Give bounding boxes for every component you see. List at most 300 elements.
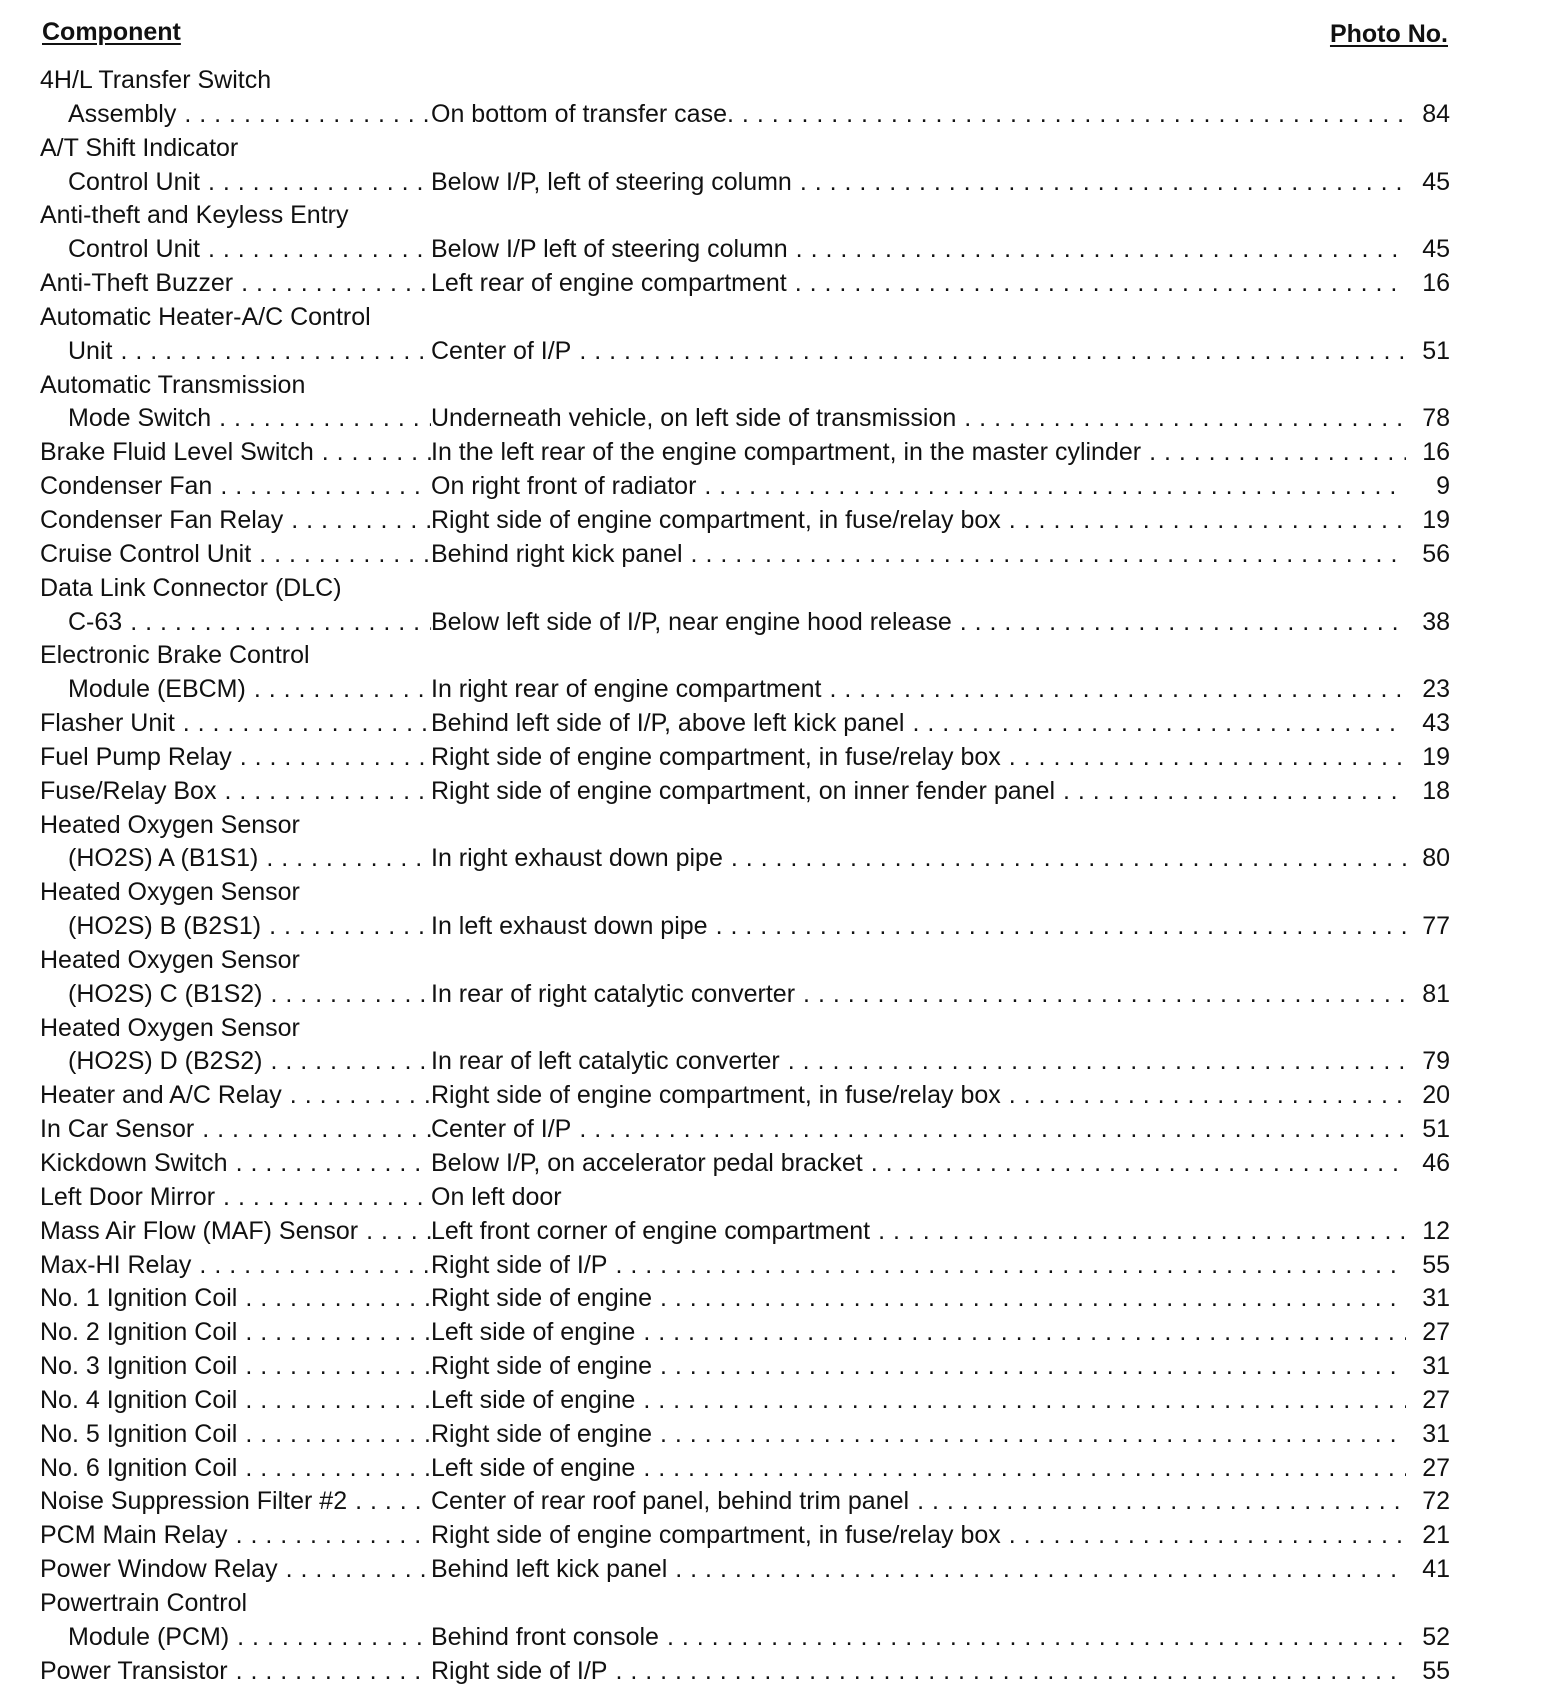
dot-leader	[683, 538, 1406, 572]
table-row	[40, 978, 1450, 1012]
dot-leader	[863, 1147, 1406, 1181]
location-cell	[431, 267, 1406, 301]
table-row	[40, 572, 1450, 606]
component-cell	[40, 1012, 431, 1046]
component-cell	[40, 504, 431, 538]
dot-leader	[571, 335, 1406, 369]
component-name: C-63	[68, 607, 123, 636]
location-cell	[431, 1655, 1406, 1689]
location-cell	[431, 1181, 1406, 1215]
dot-leader	[1001, 741, 1406, 775]
table-row	[40, 1553, 1450, 1587]
dot-leader	[909, 1485, 1406, 1519]
component-cell	[40, 1181, 431, 1215]
photo-number: 51	[1422, 1115, 1450, 1144]
location-cell	[431, 606, 1406, 640]
location-text: Right side of engine compartment, in fuse/relay box	[431, 742, 1001, 771]
component-name: Power Window Relay	[40, 1555, 278, 1584]
component-name: Anti-Theft Buzzer	[40, 269, 234, 298]
dot-leader	[571, 1113, 1406, 1147]
component-name: No. 4 Ignition Coil	[40, 1385, 238, 1414]
component-cell	[40, 1249, 431, 1283]
location-text: Below I/P, left of steering column	[431, 167, 792, 196]
table-row	[40, 1181, 1450, 1215]
component-name: Condenser Fan	[40, 472, 213, 501]
location-cell	[431, 470, 1406, 504]
dot-leader	[667, 1553, 1406, 1587]
location-text: Right side of engine compartment, in fuse/relay box	[431, 1081, 1001, 1110]
location-cell	[431, 1553, 1406, 1587]
component-cell	[40, 166, 431, 200]
location-cell	[431, 842, 1406, 876]
location-cell	[431, 1113, 1406, 1147]
component-name: Heated Oxygen Sensor	[40, 1013, 300, 1042]
component-cell	[40, 910, 431, 944]
location-cell	[431, 538, 1406, 572]
component-name: (HO2S) B (B2S1)	[68, 912, 262, 941]
photo-number: 51	[1422, 336, 1450, 365]
component-name: Fuse/Relay Box	[40, 776, 217, 805]
photo-number: 77	[1422, 912, 1450, 941]
table-row	[40, 1655, 1450, 1689]
photo-number: 21	[1422, 1521, 1450, 1550]
location-text: Behind front console	[431, 1622, 659, 1651]
component-name: Condenser Fan Relay	[40, 505, 284, 534]
table-row	[40, 1147, 1450, 1181]
dot-leader	[904, 707, 1406, 741]
location-cell	[431, 1045, 1406, 1079]
location-text: Right side of I/P	[431, 1656, 608, 1685]
table-row	[40, 1215, 1450, 1249]
component-name: Module (PCM)	[68, 1622, 230, 1651]
table-row	[40, 1485, 1450, 1519]
dot-leader	[228, 1147, 431, 1181]
photo-number: 45	[1422, 167, 1450, 196]
component-cell	[40, 1215, 431, 1249]
dot-leader	[112, 335, 431, 369]
component-cell	[40, 572, 431, 606]
component-cell	[40, 944, 431, 978]
dot-leader	[215, 1181, 431, 1215]
dot-leader	[237, 1282, 431, 1316]
location-cell	[431, 1519, 1406, 1553]
component-cell	[40, 1452, 431, 1486]
table-row	[40, 132, 1450, 166]
dot-leader	[1055, 775, 1406, 809]
table-row	[40, 402, 1450, 436]
dot-leader	[237, 1316, 431, 1350]
photo-number: 79	[1422, 1047, 1450, 1076]
location-cell	[431, 707, 1406, 741]
dot-leader	[792, 166, 1406, 200]
table-row	[40, 944, 1450, 978]
table-row	[40, 166, 1450, 200]
location-cell	[431, 1215, 1406, 1249]
component-name: (HO2S) A (B1S1)	[68, 844, 259, 873]
dot-leader	[635, 1452, 1406, 1486]
location-text: Right side of engine	[431, 1284, 652, 1313]
location-text: Below I/P left of steering column	[431, 235, 788, 264]
dot-leader	[211, 402, 431, 436]
dot-leader	[795, 978, 1406, 1012]
dot-leader	[1141, 436, 1406, 470]
location-cell	[431, 741, 1406, 775]
table-row	[40, 233, 1450, 267]
dot-leader	[635, 1316, 1406, 1350]
component-cell	[40, 538, 431, 572]
dot-leader	[659, 1621, 1406, 1655]
component-name: Control Unit	[68, 167, 200, 196]
component-name: No. 3 Ignition Coil	[40, 1352, 238, 1381]
table-row	[40, 842, 1450, 876]
location-text: Left front corner of engine compartment	[431, 1216, 871, 1245]
table-row	[40, 1350, 1450, 1384]
component-name: 4H/L Transfer Switch	[40, 66, 272, 94]
location-text: Behind left kick panel	[431, 1555, 668, 1584]
photo-number: 55	[1422, 1656, 1450, 1685]
dot-leader	[607, 1249, 1406, 1283]
location-cell	[431, 1621, 1406, 1655]
photo-number: 45	[1422, 235, 1450, 264]
table-row	[40, 1079, 1450, 1113]
component-name: Brake Fluid Level Switch	[40, 438, 314, 467]
component-cell	[40, 639, 431, 673]
table-header	[40, 18, 1450, 64]
location-text: Left rear of engine compartment	[431, 269, 787, 298]
dot-leader	[122, 606, 431, 640]
component-cell	[40, 1282, 431, 1316]
component-cell	[40, 1147, 431, 1181]
dot-leader	[1001, 1519, 1406, 1553]
component-name: Heated Oxygen Sensor	[40, 810, 300, 839]
table-row	[40, 335, 1450, 369]
dot-leader	[216, 775, 431, 809]
component-name: Cruise Control Unit	[40, 539, 252, 568]
component-cell	[40, 470, 431, 504]
dot-leader	[314, 436, 431, 470]
location-cell	[431, 98, 1406, 132]
photo-number: 18	[1422, 776, 1450, 805]
table-row	[40, 639, 1450, 673]
location-text: Left side of engine	[431, 1318, 636, 1347]
component-name: No. 2 Ignition Coil	[40, 1318, 238, 1347]
location-text: On left door	[431, 1182, 562, 1211]
dot-leader	[607, 1655, 1406, 1689]
dot-leader	[788, 233, 1406, 267]
table-row	[40, 673, 1450, 707]
photo-number: 31	[1422, 1284, 1450, 1313]
component-cell	[40, 978, 431, 1012]
location-text: Right side of engine	[431, 1352, 652, 1381]
location-cell	[431, 910, 1406, 944]
dot-leader	[780, 1045, 1406, 1079]
location-text: Behind right kick panel	[431, 539, 683, 568]
component-name: In Car Sensor	[40, 1115, 195, 1144]
photo-number: 43	[1422, 709, 1450, 738]
table-row	[40, 1587, 1450, 1621]
table-row	[40, 1113, 1450, 1147]
component-cell	[40, 809, 431, 843]
table-row	[40, 606, 1450, 640]
location-cell	[431, 1316, 1406, 1350]
photo-number: 52	[1422, 1622, 1450, 1651]
location-cell	[431, 1418, 1406, 1452]
table-row	[40, 1621, 1450, 1655]
component-cell	[40, 436, 431, 470]
location-cell	[431, 673, 1406, 707]
dot-leader	[194, 1113, 431, 1147]
component-name: Powertrain Control	[40, 1588, 248, 1617]
location-cell	[431, 1485, 1406, 1519]
component-name: Module (EBCM)	[68, 675, 246, 704]
dot-leader	[358, 1215, 431, 1249]
component-cell	[40, 98, 431, 132]
component-cell	[40, 301, 431, 335]
dot-leader	[956, 402, 1406, 436]
dot-leader	[1001, 504, 1406, 538]
component-cell	[40, 369, 431, 403]
dot-leader	[228, 1655, 431, 1689]
dot-leader	[708, 910, 1406, 944]
component-name: Control Unit	[68, 235, 200, 264]
dot-leader	[870, 1215, 1406, 1249]
component-cell	[40, 1316, 431, 1350]
component-cell	[40, 741, 431, 775]
component-list	[40, 64, 1450, 1689]
component-name: Automatic Transmission	[40, 370, 306, 399]
table-row	[40, 809, 1450, 843]
table-row	[40, 538, 1450, 572]
component-name: (HO2S) C (B1S2)	[68, 979, 263, 1008]
location-text: In the left rear of the engine compartment, in the master cylinder	[431, 438, 1142, 467]
photo-number: 84	[1422, 99, 1450, 128]
dot-leader	[652, 1350, 1406, 1384]
dot-leader	[347, 1485, 431, 1519]
location-cell	[431, 978, 1406, 1012]
location-cell	[431, 436, 1406, 470]
dot-leader	[696, 470, 1406, 504]
location-text: In right exhaust down pipe	[431, 844, 723, 873]
photo-number: 78	[1422, 404, 1450, 433]
photo-number: 56	[1422, 539, 1450, 568]
component-cell	[40, 1418, 431, 1452]
photo-number: 31	[1422, 1352, 1450, 1381]
location-text: Center of I/P	[431, 336, 572, 365]
table-row	[40, 504, 1450, 538]
component-cell	[40, 402, 431, 436]
dot-leader	[237, 1452, 431, 1486]
photo-number: 38	[1422, 607, 1450, 636]
location-text: Right side of engine	[431, 1419, 652, 1448]
component-name: Left Door Mirror	[40, 1182, 216, 1211]
location-cell	[431, 1282, 1406, 1316]
table-row	[40, 98, 1450, 132]
dot-leader	[787, 267, 1406, 301]
component-cell	[40, 707, 431, 741]
table-row	[40, 707, 1450, 741]
dot-leader	[262, 978, 431, 1012]
component-cell	[40, 1621, 431, 1655]
table-row	[40, 267, 1450, 301]
dot-leader	[723, 842, 1406, 876]
table-row	[40, 741, 1450, 775]
table-row	[40, 301, 1450, 335]
component-name: Heater and A/C Relay	[40, 1081, 282, 1110]
location-text: Left side of engine	[431, 1453, 636, 1482]
component-cell	[40, 1384, 431, 1418]
component-name: (HO2S) D (B2S2)	[68, 1047, 263, 1076]
table-row	[40, 1282, 1450, 1316]
table-row	[40, 1418, 1450, 1452]
component-cell	[40, 1079, 431, 1113]
component-name: No. 1 Ignition Coil	[40, 1284, 238, 1313]
table-row	[40, 369, 1450, 403]
component-name: Automatic Heater-A/C Control	[40, 302, 371, 331]
component-cell	[40, 1113, 431, 1147]
table-row	[40, 910, 1450, 944]
component-name: Unit	[68, 336, 113, 365]
dot-leader	[200, 166, 431, 200]
component-cell	[40, 1553, 431, 1587]
dot-leader	[212, 470, 431, 504]
table-row	[40, 470, 1450, 504]
dot-leader	[952, 606, 1406, 640]
dot-leader	[200, 233, 431, 267]
component-cell	[40, 1655, 431, 1689]
location-text: Center of rear roof panel, behind trim panel	[431, 1487, 910, 1516]
table-row	[40, 1045, 1450, 1079]
component-name: No. 6 Ignition Coil	[40, 1453, 238, 1482]
component-name: Mode Switch	[68, 404, 212, 433]
component-name: Noise Suppression Filter #2	[40, 1487, 348, 1516]
dot-leader	[191, 1249, 431, 1283]
location-cell	[431, 1452, 1406, 1486]
location-text: Right side of I/P	[431, 1250, 608, 1279]
dot-leader	[237, 1350, 431, 1384]
table-row	[40, 1452, 1450, 1486]
component-name: Heated Oxygen Sensor	[40, 945, 300, 974]
dot-leader	[229, 1621, 431, 1655]
location-text: Underneath vehicle, on left side of transmission	[431, 404, 957, 433]
table-row	[40, 1316, 1450, 1350]
component-cell	[40, 876, 431, 910]
dot-leader	[278, 1553, 431, 1587]
table-row	[40, 1012, 1450, 1046]
table-row	[40, 1249, 1450, 1283]
table-row	[40, 876, 1450, 910]
component-cell	[40, 1045, 431, 1079]
component-name: Mass Air Flow (MAF) Sensor	[40, 1216, 359, 1245]
location-text: Below I/P, on accelerator pedal bracket	[431, 1149, 863, 1177]
dot-leader	[237, 1384, 431, 1418]
dot-leader	[176, 98, 431, 132]
component-cell	[40, 267, 431, 301]
location-text: Right side of engine compartment, on inner fender panel	[431, 776, 1055, 805]
component-name: Electronic Brake Control	[40, 641, 310, 670]
component-name: Anti-theft and Keyless Entry	[40, 201, 349, 230]
component-cell	[40, 1587, 431, 1621]
location-text: Center of I/P	[431, 1115, 572, 1144]
dot-leader	[258, 842, 431, 876]
component-cell	[40, 1485, 431, 1519]
photo-number: 19	[1422, 505, 1450, 534]
component-name: No. 5 Ignition Coil	[40, 1419, 238, 1448]
component-name: A/T Shift Indicator	[40, 133, 239, 162]
dot-leader	[237, 1418, 431, 1452]
table-row	[40, 1519, 1450, 1553]
component-cell	[40, 199, 431, 233]
photo-number: 16	[1422, 269, 1450, 298]
location-text: On right front of radiator	[431, 472, 697, 501]
table-row	[40, 775, 1450, 809]
dot-leader	[652, 1282, 1406, 1316]
location-cell	[431, 402, 1406, 436]
dot-leader	[1001, 1079, 1406, 1113]
location-cell	[431, 1249, 1406, 1283]
photo-number: 9	[1436, 472, 1450, 501]
location-text: Right side of engine compartment, in fuse/relay box	[431, 505, 1001, 534]
dot-leader	[734, 98, 1406, 132]
dot-leader	[251, 538, 431, 572]
photo-number: 27	[1422, 1453, 1450, 1482]
location-cell	[431, 504, 1406, 538]
dot-leader	[635, 1384, 1406, 1418]
component-locator-page	[40, 18, 1450, 1689]
location-text: Below left side of I/P, near engine hood release	[431, 607, 952, 636]
dot-leader	[232, 741, 431, 775]
photo-number: 31	[1422, 1419, 1450, 1448]
photo-number: 72	[1422, 1487, 1450, 1516]
photo-number: 12	[1422, 1216, 1450, 1245]
component-cell	[40, 233, 431, 267]
location-cell	[431, 233, 1406, 267]
table-row	[40, 199, 1450, 233]
dot-leader	[246, 673, 431, 707]
photo-number: 80	[1422, 844, 1450, 873]
component-name: Max-HI Relay	[40, 1250, 192, 1279]
photo-number: 41	[1422, 1555, 1450, 1584]
location-text: In left exhaust down pipe	[431, 912, 708, 941]
dot-leader	[228, 1519, 431, 1553]
component-name: PCM Main Relay	[40, 1521, 228, 1550]
component-cell	[40, 1519, 431, 1553]
location-text: Right side of engine compartment, in fuse/relay box	[431, 1521, 1001, 1550]
location-cell	[431, 1350, 1406, 1384]
photo-number-column-heading: Photo No.	[1329, 20, 1448, 48]
photo-number: 27	[1422, 1318, 1450, 1347]
dot-leader	[261, 910, 431, 944]
location-text: In rear of left catalytic converter	[431, 1047, 780, 1076]
dot-leader	[283, 504, 431, 538]
location-cell	[431, 1384, 1406, 1418]
component-name: Flasher Unit	[40, 709, 175, 738]
photo-number: 55	[1422, 1250, 1450, 1279]
photo-number: 23	[1422, 675, 1450, 704]
table-row	[40, 1384, 1450, 1418]
photo-number: 81	[1422, 979, 1450, 1008]
dot-leader	[652, 1418, 1406, 1452]
component-column-heading: Component	[42, 18, 181, 46]
photo-number: 19	[1422, 742, 1450, 771]
component-cell	[40, 673, 431, 707]
location-text: Left side of engine	[431, 1385, 636, 1414]
dot-leader	[282, 1079, 431, 1113]
component-name: Assembly	[68, 99, 177, 128]
dot-leader	[175, 707, 431, 741]
component-name: Kickdown Switch	[40, 1149, 228, 1177]
dot-leader	[262, 1045, 431, 1079]
table-row	[40, 436, 1450, 470]
